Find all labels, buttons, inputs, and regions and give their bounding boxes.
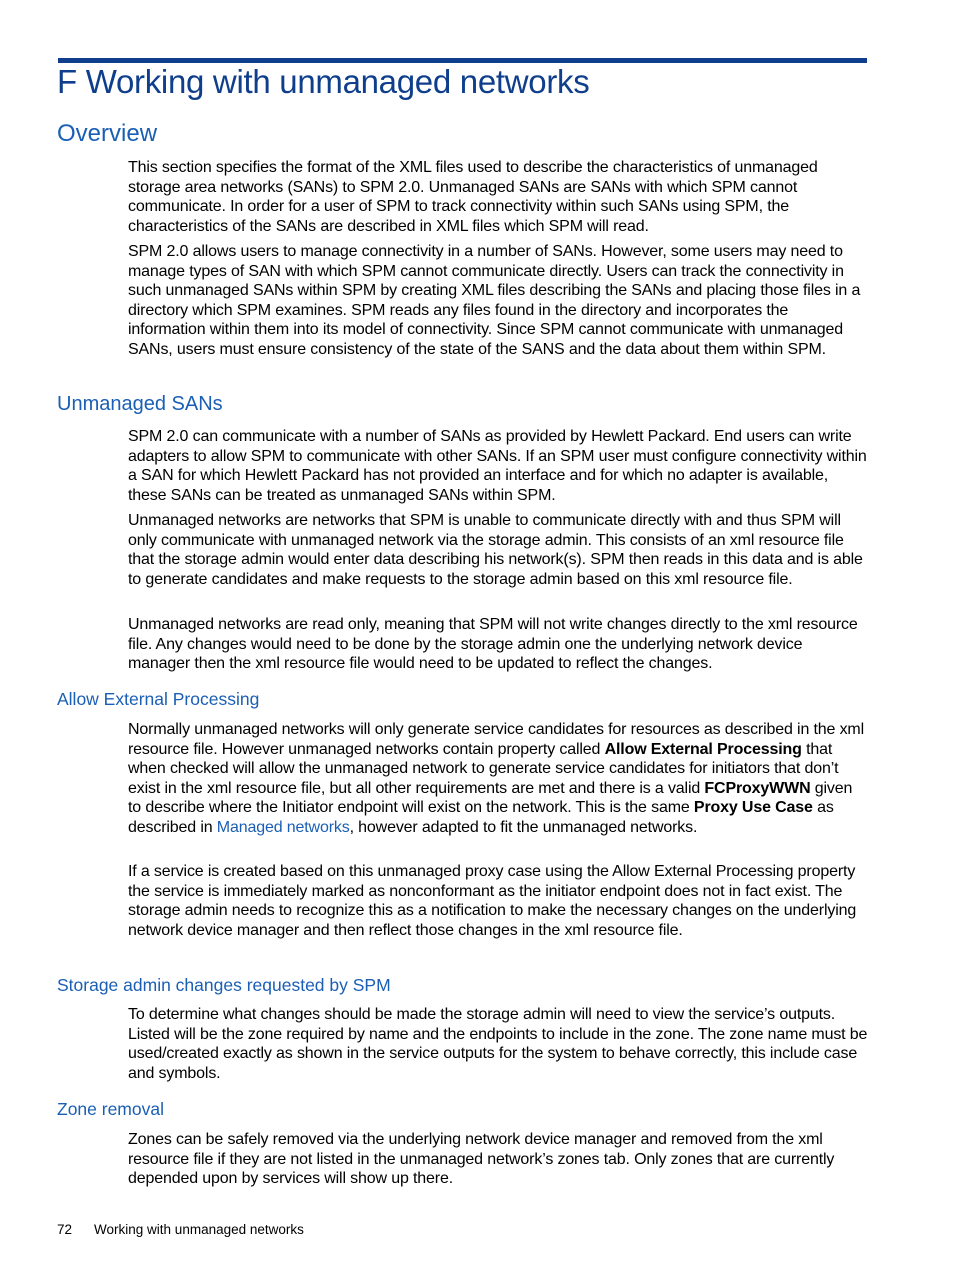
zone-removal-paragraph: Zones can be safely removed via the underlying network device manager and removed from the xml resource file if they are not listed in the unmanaged network’s zones tab. Only zones that are currently depended upon by services will show up there. [128, 1131, 835, 1187]
zone-removal-heading: Zone removal [57, 1099, 164, 1119]
unmanaged-sans-paragraph-1: SPM 2.0 can communicate with a number of SANs as provided by Hewlett Packard. End users can write adapters to allow SPM to communicate with other SANs. If an SPM user must configure connectivity within a SAN for which Hewlett Packard has not provided an interface and for which no adapter is available, these SANs can be treated as unmanaged SANs within SPM. [128, 428, 867, 504]
storage-admin-heading: Storage admin changes requested by SPM [57, 975, 391, 995]
allow-external-processing-term: Allow External Processing [604, 740, 802, 758]
unmanaged-sans-paragraph-3: Unmanaged networks are read only, meaning that SPM will not write changes directly to the xml resource file. Any changes would need to be done by the storage admin one the underlying network device manager then the xml resource file would need to be updated to reflect the changes. [128, 616, 858, 672]
storage-admin-paragraph: To determine what changes should be made the storage admin will need to view the service’s outputs. Listed will be the zone required by name and the endpoints to include in the zone. The zone name must be used/created exactly as shown in the service outputs for the system to behave correctly, this include case and symbols. [128, 1006, 868, 1082]
page-footer [57, 1222, 304, 1237]
running-title: Working with unmanaged networks [94, 1222, 304, 1237]
overview-heading: Overview [57, 120, 158, 147]
overview-paragraph-2: SPM 2.0 allows users to manage connectivity in a number of SANs. However, some users may need to manage types of SAN with which SPM cannot communicate directly. Users can track the connectivity in such unmanaged SANs within SPM by creating XML files describing the SANs and placing those files in a directory which SPM examines. SPM reads any files found in the directory and incorporates the information within them into its model of connectivity. Since SPM cannot communicate with unmanaged SANs, users must ensure consistency of the state of the SANS and the data about them within SPM. [128, 243, 861, 358]
allow-external-paragraph-2: If a service is created based on this unmanaged proxy case using the Allow External Processing property the service is immediately marked as nonconformant as the initiator endpoint does not in fact exist. The storage admin needs to recognize this as a notification to make the necessary changes on the underlying network device manager and then reflect those changes in the xml resource file. [128, 863, 857, 939]
allow-external-heading: Allow External Processing [57, 689, 260, 709]
managed-networks-link[interactable]: Managed networks [216, 818, 350, 836]
fcproxywwn-term: FCProxyWWN [704, 779, 811, 797]
allow-external-paragraph-1: Normally unmanaged networks will only generate service candidates for resources as described in the xml resource file. However unmanaged networks contain property called Allow External Processing that when checked will allow the unmanaged network to generate service candidates for initiators that don’t exist in the xml resource file, but all other requirements are met and there is a valid FCProxyWWN given to describe where the Initiator endpoint will exist on the network. This is the same Proxy Use Case as described in Managed networks, however adapted to fit the unmanaged networks. [128, 721, 865, 836]
proxy-use-case-term: Proxy Use Case [693, 799, 813, 816]
page-number: 72 [57, 1222, 73, 1237]
unmanaged-sans-heading: Unmanaged SANs [57, 393, 223, 415]
chapter-title: F Working with unmanaged networks [57, 63, 590, 100]
overview-paragraph-1: This section specifies the format of the XML files used to describe the characteristics of unmanaged storage area networks (SANs) to SPM 2.0. Unmanaged SANs are SANs with which SPM cannot communicate. In order for a user of SPM to track connectivity within such SANs using SPM, the characteristics of the SANs are described in XML files which SPM will read. [128, 159, 818, 235]
unmanaged-sans-paragraph-2: Unmanaged networks are networks that SPM is unable to communicate directly with and thus SPM will only communicate with unmanaged network via the storage admin. This consists of an xml resource file that the storage admin would enter data describing his network(s). SPM then reads in this data and is able to generate candidates and make requests to the storage admin based on this xml resource file. [128, 512, 863, 588]
